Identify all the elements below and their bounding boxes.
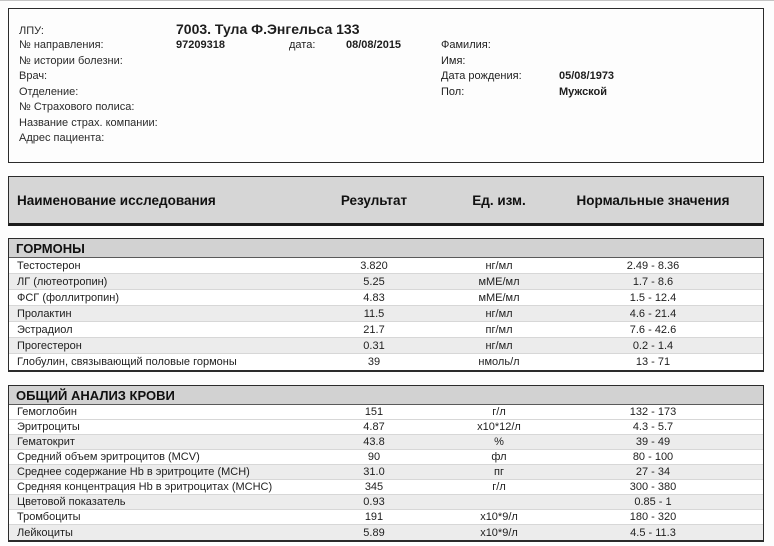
table-row <box>9 338 763 354</box>
table-row <box>9 435 763 450</box>
date-label: дата: <box>289 39 316 51</box>
table-row <box>9 420 763 435</box>
normal-range-cell: 27 - 34 <box>635 466 671 478</box>
table-row <box>9 354 763 370</box>
info-row-lpu <box>19 21 763 39</box>
test-name-cell: Эритроциты <box>17 421 80 433</box>
result-cell: 191 <box>364 511 384 523</box>
info-row-insurance <box>19 117 763 133</box>
info-row-department <box>19 86 763 102</box>
result-cell: 31.0 <box>363 466 385 478</box>
referral-number-label: № направления: <box>19 39 104 51</box>
test-name-cell: Цветовой показатель <box>17 496 126 508</box>
results-section <box>8 238 764 372</box>
unit-cell: % <box>494 436 504 448</box>
unit-cell: нмоль/л <box>478 356 520 368</box>
unit-cell: г/л <box>492 406 506 418</box>
unit-cell: фл <box>491 451 507 463</box>
table-row <box>9 258 763 274</box>
unit-cell: пг/мл <box>485 323 513 336</box>
unit-cell: мМЕ/мл <box>478 275 520 288</box>
test-name-cell: ЛГ (лютеотропин) <box>17 275 108 288</box>
section-rows <box>9 258 763 370</box>
result-cell: 5.89 <box>363 526 385 539</box>
normal-range-cell: 7.6 - 42.6 <box>629 323 677 336</box>
table-row <box>9 480 763 495</box>
info-row-referral <box>19 39 763 55</box>
table-row <box>9 510 763 525</box>
table-row <box>9 290 763 306</box>
results-section <box>8 385 764 542</box>
result-cell: 11.5 <box>363 307 385 320</box>
normal-range-cell: 4.6 - 21.4 <box>629 307 677 320</box>
insurance-policy-label: № Страхового полиса: <box>19 101 135 113</box>
birthdate-value: 05/08/1973 <box>559 70 615 82</box>
info-row-doctor <box>19 70 763 86</box>
column-header-unit: Ед. изм. <box>472 192 526 208</box>
result-cell: 3.820 <box>360 259 388 272</box>
normal-range-cell: 80 - 100 <box>632 451 674 463</box>
test-name-cell: Эстрадиол <box>17 323 73 336</box>
normal-range-cell: 300 - 380 <box>629 481 677 493</box>
insurance-company-label: Название страх. компании: <box>19 116 158 129</box>
test-name-cell: Прогестерон <box>17 339 82 352</box>
table-row <box>9 306 763 322</box>
patient-info-panel <box>8 8 764 163</box>
normal-range-cell: 2.49 - 8.36 <box>626 259 680 272</box>
column-header-result: Результат <box>340 192 408 208</box>
normal-range-cell: 0.2 - 1.4 <box>632 339 674 352</box>
normal-range-cell: 1.5 - 12.4 <box>629 291 677 304</box>
table-row <box>9 465 763 480</box>
unit-cell: г/л <box>492 481 506 493</box>
test-name-cell: Среднее содержание Hb в эритроците (MCH) <box>17 466 250 478</box>
section-title: ОБЩИЙ АНАЛИЗ КРОВИ <box>9 386 763 405</box>
test-name-cell: Тромбоциты <box>17 511 81 523</box>
section-rows <box>9 405 763 540</box>
result-cell: 4.83 <box>363 291 385 304</box>
page-top-divider <box>0 0 774 1</box>
lpu-label: ЛПУ: <box>19 25 44 37</box>
result-cell: 43.8 <box>363 436 385 448</box>
referral-number-value: 97209318 <box>176 39 225 51</box>
firstname-label: Имя: <box>441 54 466 67</box>
test-name-cell: Тестостерон <box>17 259 81 272</box>
unit-cell: пг <box>494 466 504 478</box>
test-name-cell: Гематокрит <box>17 436 75 448</box>
department-label: Отделение: <box>19 85 79 98</box>
normal-range-cell: 39 - 49 <box>635 436 671 448</box>
unit-cell: мМЕ/мл <box>478 291 520 304</box>
sex-label: Пол: <box>441 85 465 98</box>
birthdate-label: Дата рождения: <box>441 70 522 82</box>
test-name-cell: ФСГ (фоллитропин) <box>17 291 120 304</box>
normal-range-cell: 4.3 - 5.7 <box>632 421 674 433</box>
unit-cell: x10*9/л <box>480 526 518 539</box>
table-row <box>9 450 763 465</box>
normal-range-cell: 1.7 - 8.6 <box>632 275 674 288</box>
table-row <box>9 322 763 338</box>
normal-range-cell: 13 - 71 <box>635 356 671 368</box>
unit-cell: нг/мл <box>485 307 513 320</box>
result-cell: 0.31 <box>363 339 385 352</box>
section-title: ГОРМОНЫ <box>9 239 763 258</box>
lpu-value: 7003. Тула Ф.Энгельса 133 <box>176 21 360 37</box>
info-row-policy <box>19 101 763 117</box>
normal-range-cell: 132 - 173 <box>629 406 677 418</box>
table-row <box>9 405 763 420</box>
result-cell: 0.93 <box>363 496 385 508</box>
result-cell: 39 <box>367 356 381 368</box>
test-name-cell: Гемоглобин <box>17 406 77 418</box>
normal-range-cell: 180 - 320 <box>629 511 677 523</box>
table-row <box>9 274 763 290</box>
unit-cell: нг/мл <box>485 339 513 352</box>
result-cell: 345 <box>364 481 384 493</box>
column-header-normal-range: Нормальные значения <box>576 192 730 208</box>
normal-range-cell: 4.5 - 11.3 <box>630 526 676 539</box>
doctor-label: Врач: <box>19 70 48 82</box>
sex-value: Мужской <box>559 85 608 98</box>
result-cell: 151 <box>364 406 384 418</box>
table-row <box>9 495 763 510</box>
info-row-address <box>19 132 763 148</box>
results-table-header <box>8 176 764 226</box>
test-name-cell: Средний объем эритроцитов (MCV) <box>17 451 200 463</box>
result-cell: 4.87 <box>363 421 385 433</box>
date-value: 08/08/2015 <box>346 39 402 51</box>
unit-cell: x10*12/л <box>477 421 521 433</box>
test-name-cell: Пролактин <box>17 307 72 320</box>
result-cell: 5.25 <box>363 275 385 288</box>
test-name-cell: Средняя концентрация Hb в эритроцитах (MCHC) <box>17 481 273 493</box>
result-cell: 90 <box>367 451 381 463</box>
unit-cell: x10*9/л <box>480 511 518 523</box>
surname-label: Фамилия: <box>441 39 491 51</box>
history-number-label: № истории болезни: <box>19 54 123 67</box>
info-row-history <box>19 55 763 71</box>
patient-address-label: Адрес пациента: <box>19 132 105 144</box>
normal-range-cell: 0.85 - 1 <box>634 496 672 508</box>
test-name-cell: Глобулин, связывающий половые гормоны <box>17 356 237 368</box>
unit-cell: нг/мл <box>485 259 513 272</box>
test-name-cell: Лейкоциты <box>17 526 73 539</box>
table-row <box>9 525 763 540</box>
column-header-test-name: Наименование исследования <box>17 192 216 208</box>
result-cell: 21.7 <box>363 323 385 336</box>
